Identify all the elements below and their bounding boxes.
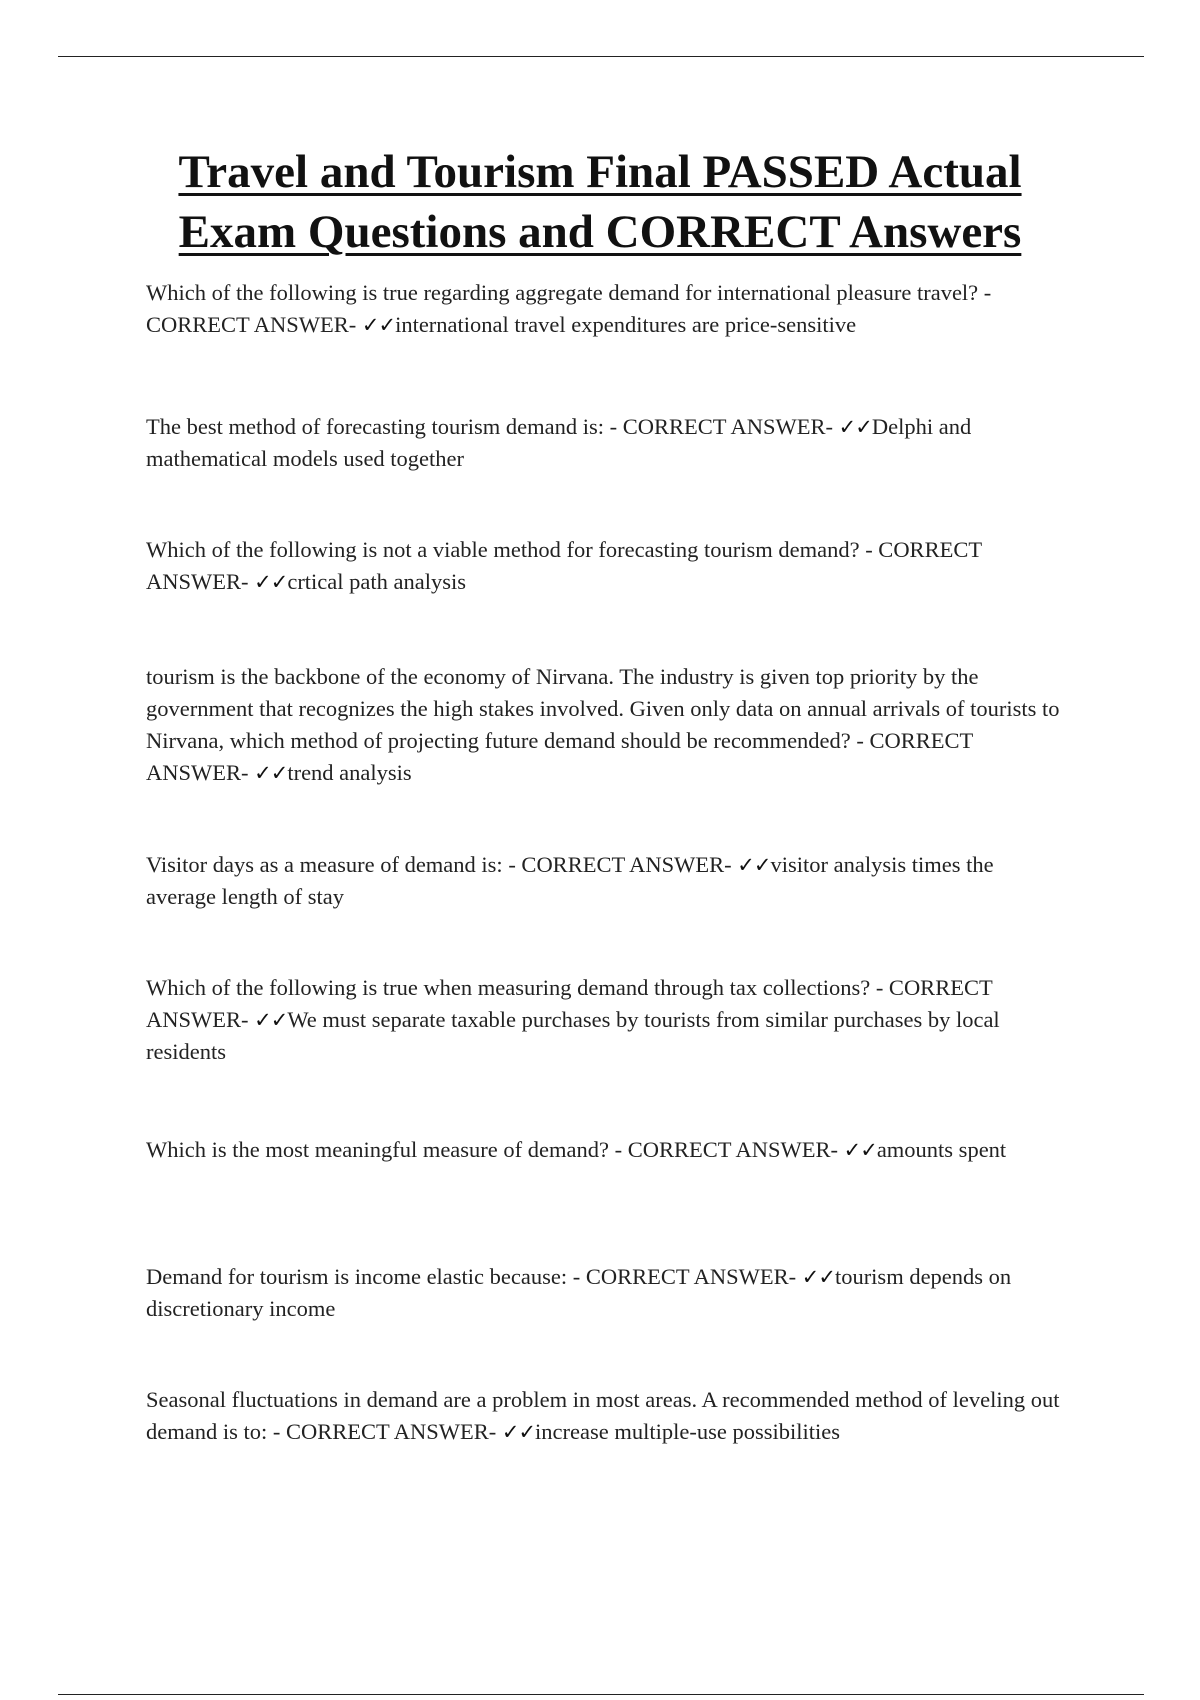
- question-text: Visitor days as a measure of demand is:: [146, 852, 503, 877]
- question-text: Seasonal fluctuations in demand are a problem in most areas. A recommended method of leveling out demand is to:: [146, 1387, 1060, 1444]
- qa-item-2: [146, 411, 1066, 475]
- double-check-icon: ✓✓: [737, 853, 771, 877]
- answer-marker: - CORRECT ANSWER-: [146, 975, 993, 1032]
- title-line-2: Exam Questions and CORRECT Answers: [178, 206, 1022, 258]
- answer-marker: - CORRECT ANSWER-: [572, 1264, 797, 1289]
- answer-text: amounts spent: [876, 1137, 1007, 1162]
- bottom-rule: [58, 1694, 1144, 1695]
- answer-marker: - CORRECT ANSWER-: [508, 852, 732, 877]
- qa-item-4: [146, 661, 1066, 789]
- answer-marker: - CORRECT ANSWER-: [146, 728, 973, 785]
- document-title: [0, 142, 1200, 262]
- answer-text: Delphi and mathematical models used together: [146, 414, 972, 471]
- double-check-icon: ✓✓: [501, 1420, 536, 1444]
- double-check-icon: ✓✓: [254, 1008, 288, 1032]
- question-text: Which of the following is true when measuring demand through tax collections?: [146, 975, 871, 1000]
- answer-text: tourism depends on discretionary income: [146, 1264, 1012, 1321]
- double-check-icon: ✓✓: [254, 761, 288, 785]
- answer-marker: - CORRECT ANSWER-: [272, 1419, 497, 1444]
- qa-item-3: [146, 534, 1066, 598]
- question-text: Which is the most meaningful measure of demand?: [146, 1137, 609, 1162]
- answer-text: trend analysis: [287, 760, 412, 785]
- question-text: Which of the following is not a viable method for forecasting tourism demand?: [146, 537, 860, 562]
- top-rule: [58, 56, 1144, 57]
- answer-marker: - CORRECT ANSWER-: [146, 280, 992, 337]
- qa-item-5: [146, 849, 1066, 913]
- double-check-icon: ✓✓: [254, 570, 288, 594]
- qa-item-1: [146, 277, 1066, 341]
- answer-text: visitor analysis times the average length of stay: [146, 852, 994, 909]
- double-check-icon: ✓✓: [801, 1265, 835, 1289]
- answer-text: We must separate taxable purchases by tourists from similar purchases by local residents: [146, 1007, 1000, 1064]
- question-text: Demand for tourism is income elastic because:: [146, 1264, 568, 1289]
- answer-text: increase multiple-use possibilities: [535, 1419, 840, 1444]
- qa-item-6: [146, 972, 1066, 1068]
- title-line-1: Travel and Tourism Final PASSED Actual: [178, 146, 1022, 198]
- double-check-icon: ✓✓: [843, 1138, 877, 1162]
- answer-text: international travel expenditures are price-sensitive: [395, 312, 857, 337]
- qa-item-8: [146, 1261, 1066, 1325]
- answer-marker: - CORRECT ANSWER-: [609, 414, 834, 439]
- answer-text: crtical path analysis: [287, 569, 467, 594]
- qa-item-7: [146, 1134, 1066, 1166]
- double-check-icon: ✓✓: [361, 313, 396, 337]
- double-check-icon: ✓✓: [838, 415, 872, 439]
- question-text: Which of the following is true regarding aggregate demand for international pleasure travel?: [146, 280, 979, 305]
- answer-marker: - CORRECT ANSWER-: [614, 1137, 838, 1162]
- qa-item-9: [146, 1384, 1066, 1448]
- question-text: tourism is the backbone of the economy of Nirvana. The industry is given top priority by the government that recognizes the high stakes involved. Given only data on annual arrivals of tourists to Nirvana, which method of projecting future demand should be recommended?: [146, 664, 1060, 753]
- answer-marker: - CORRECT ANSWER-: [146, 537, 982, 594]
- question-text: The best method of forecasting tourism demand is:: [146, 414, 605, 439]
